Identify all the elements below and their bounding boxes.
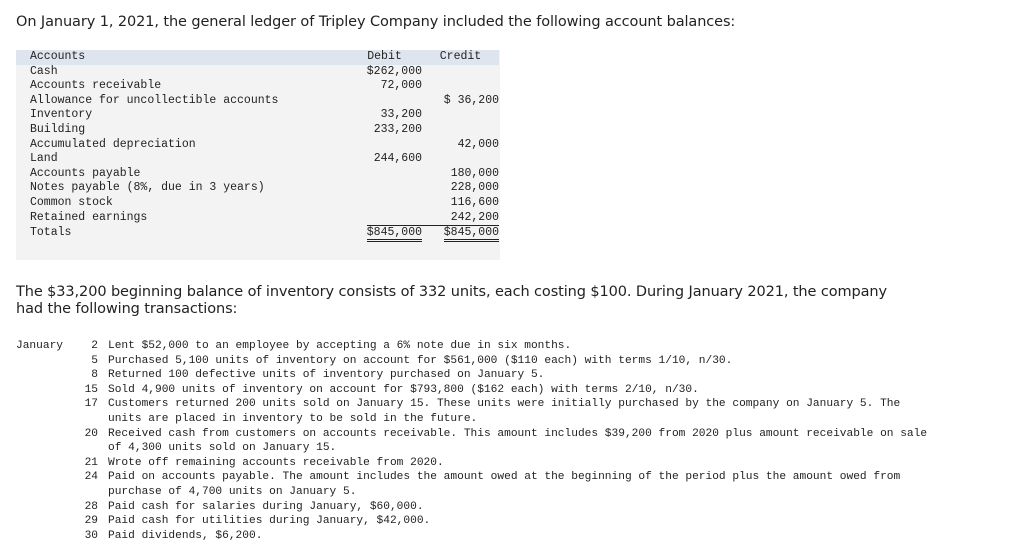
ledger-row — [16, 123, 499, 138]
transaction-text: Paid cash for utilities during January, $42,000. — [108, 515, 431, 528]
transaction-item — [84, 383, 944, 398]
ledger-credit-value — [422, 108, 499, 123]
ledger-account-name: Building — [30, 122, 86, 136]
transaction-item — [84, 354, 944, 369]
transaction-item — [84, 397, 944, 426]
ledger-credit-value: 242,200 — [422, 211, 499, 226]
ledger-debit-value: 244,600 — [373, 152, 422, 166]
transaction-text: Paid on accounts payable. The amount includes the amount owed at the beginning of the period plus the amount owed from purchase of 4,700 units on January 5. — [108, 471, 901, 498]
ledger-row — [16, 181, 499, 196]
ledger-account-name: Land — [30, 152, 58, 166]
transaction-text: Sold 4,900 units of inventory on account for $793,800 ($162 each) with terms 2/10, n/30. — [108, 383, 699, 396]
ledger-account-name: Notes payable (8%, due in 3 years) — [30, 181, 265, 195]
transaction-text: Paid cash for salaries during January, $60,000. — [108, 500, 424, 513]
ledger-account-name: Accounts receivable — [30, 79, 162, 93]
ledger-account-name: Accumulated depreciation — [30, 137, 196, 151]
transaction-text: Paid dividends, $6,200. — [108, 529, 263, 542]
ledger-debit-value: 33,200 — [380, 108, 422, 122]
totals-label: Totals — [30, 225, 72, 239]
ledger-debit-value — [347, 181, 422, 196]
transaction-day: 5 — [91, 354, 98, 367]
transaction-text: Wrote off remaining accounts receivable from 2020. — [108, 456, 444, 469]
totals-credit-cell — [422, 226, 499, 241]
ledger-account-name: Inventory — [30, 108, 93, 122]
header-credit: Credit — [439, 50, 482, 63]
transaction-text: Returned 100 defective units of inventory purchased on January 5. — [108, 369, 545, 382]
ledger-row — [16, 152, 499, 167]
transaction-item — [84, 500, 944, 515]
transactions-month: January — [16, 340, 63, 352]
ledger-debit-value: 72,000 — [380, 79, 422, 93]
transaction-text: Customers returned 200 units sold on January 15. These units were initially purchased by the company on January 5. The units are placed in inventory to be sold in the future. — [108, 398, 901, 425]
ledger-row — [16, 138, 499, 153]
transaction-item — [84, 368, 944, 383]
inventory-paragraph: The $33,200 beginning balance of inventory consists of 332 units, each costing $100. During January 2021, the company had the following transactions: — [16, 284, 887, 317]
ledger-debit-value — [347, 94, 422, 109]
totals-debit-cell — [347, 226, 422, 241]
transaction-day: 20 — [84, 427, 98, 440]
ledger-debit-value — [347, 138, 422, 153]
ledger-account-name: Accounts payable — [30, 166, 141, 180]
ledger-credit-value: $ 36,200 — [443, 93, 499, 107]
transaction-text: Received cash from customers on accounts receivable. This amount includes $39,200 from 2020 plus amount receivable on sale of 4,300 units sold on January 15. — [108, 427, 928, 455]
ledger-row — [16, 94, 499, 109]
transaction-item — [84, 456, 944, 471]
ledger-credit-value: 42,000 — [457, 137, 499, 151]
ledger-row — [16, 211, 499, 226]
transaction-item — [84, 529, 944, 544]
ledger-account-name: Cash — [30, 64, 58, 78]
transaction-text: Purchased 5,100 units of inventory on account for $561,000 ($110 each) with terms 1/10, n/30. — [108, 354, 733, 367]
ledger-row — [16, 79, 499, 94]
ledger-credit-value — [422, 79, 499, 94]
totals-debit-value: $845,000 — [367, 225, 422, 242]
transaction-text: Lent $52,000 to an employee by accepting a 6% note due in six months. — [108, 340, 572, 352]
ledger-credit-value: 116,600 — [450, 195, 499, 209]
ledger-credit-value — [422, 123, 499, 138]
transaction-day: 28 — [84, 500, 98, 513]
totals-credit-value: $845,000 — [444, 225, 499, 242]
ledger-credit-value — [422, 152, 499, 167]
ledger-credit-value — [422, 65, 499, 80]
header-debit: Debit — [367, 50, 402, 63]
transaction-item — [84, 339, 944, 354]
ledger-row — [16, 108, 499, 123]
transaction-item — [84, 470, 944, 499]
ledger-account-name: Allowance for uncollectible accounts — [30, 93, 279, 107]
transaction-item — [84, 514, 944, 529]
transaction-day: 8 — [91, 369, 98, 382]
transaction-day: 24 — [84, 471, 98, 484]
ledger-account-name: Common stock — [30, 195, 113, 209]
ledger-header-row — [16, 50, 499, 65]
ledger-debit-value: 233,200 — [373, 122, 422, 136]
ledger-row — [16, 167, 499, 182]
ledger-table — [16, 50, 499, 241]
intro-text: On January 1, 2021, the general ledger of Tripley Company included the following account balances: — [16, 14, 736, 30]
transaction-item — [84, 427, 944, 456]
ledger-credit-value: 180,000 — [450, 166, 499, 180]
ledger-row — [16, 196, 499, 211]
transaction-day: 21 — [84, 456, 98, 469]
transaction-day: 30 — [84, 529, 98, 542]
ledger-debit-value — [347, 211, 422, 226]
ledger-credit-value: 228,000 — [450, 181, 499, 195]
ledger-debit-value: $262,000 — [366, 64, 422, 78]
ledger-debit-value — [347, 196, 422, 211]
ledger-table-panel — [16, 50, 500, 260]
ledger-row — [16, 65, 499, 80]
ledger-debit-value — [347, 167, 422, 182]
header-accounts: Accounts — [30, 50, 86, 63]
ledger-account-name: Retained earnings — [30, 210, 148, 224]
ledger-totals-row — [16, 226, 499, 241]
transaction-day: 17 — [84, 398, 98, 411]
transaction-day: 15 — [84, 383, 98, 396]
transaction-day: 2 — [91, 340, 98, 352]
transaction-day: 29 — [84, 515, 98, 528]
